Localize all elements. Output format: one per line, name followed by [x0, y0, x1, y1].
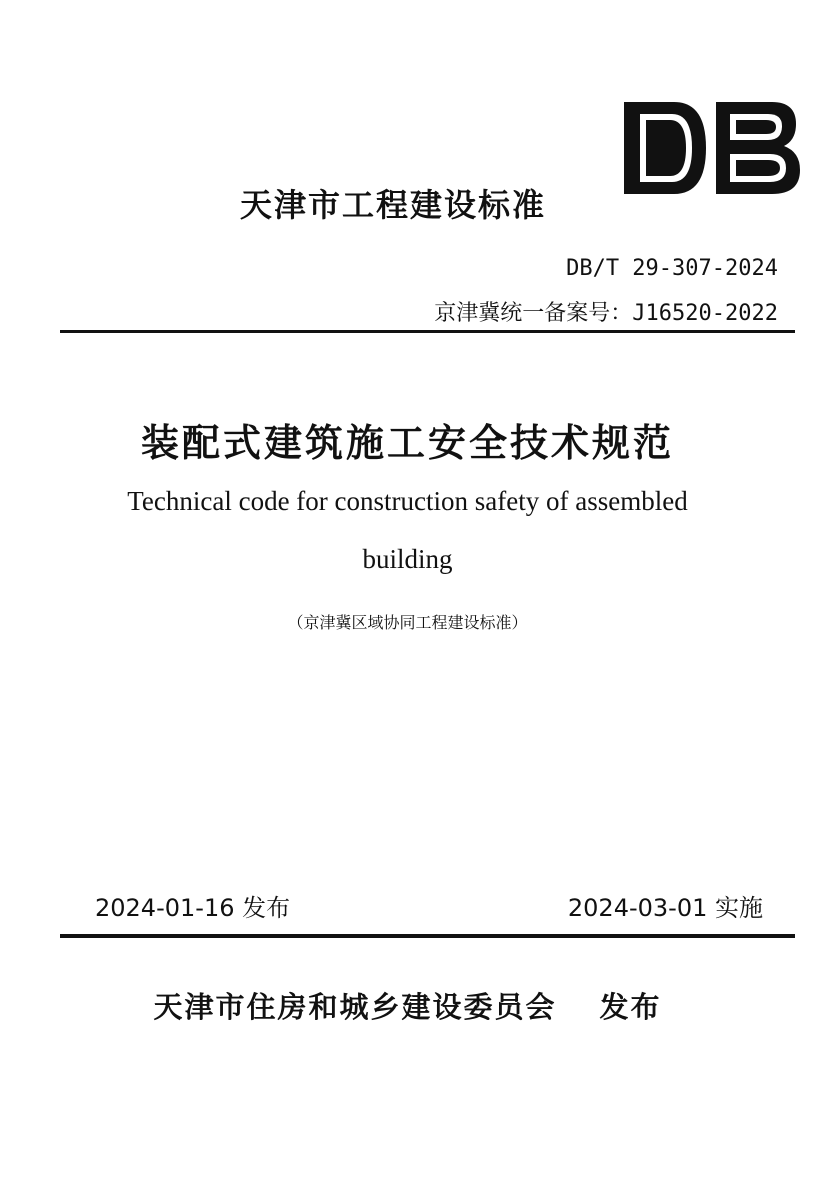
document-title-cn: 装配式建筑施工安全技术规范: [140, 421, 674, 465]
implementation-date: 2024-03-01 实施: [567, 894, 763, 922]
issue-date: 2024-01-16 发布: [95, 894, 291, 922]
record-number: 京津冀统一备案号：J16520-2022: [434, 301, 778, 326]
regional-note: （京津冀区域协同工程建设标准）: [287, 613, 528, 632]
document-title-en-line1: Technical code for construction safety of assembled: [127, 486, 688, 516]
publisher: 天津市住房和城乡建设委员会 发布: [153, 990, 662, 1024]
document-title-en-line2: building: [362, 544, 453, 574]
standard-category: 天津市工程建设标准: [240, 186, 547, 224]
standard-number: DB/T 29-307-2024: [566, 256, 778, 281]
db-logo-icon: [622, 100, 800, 196]
bottom-divider: [60, 934, 795, 938]
top-divider: [60, 330, 795, 333]
